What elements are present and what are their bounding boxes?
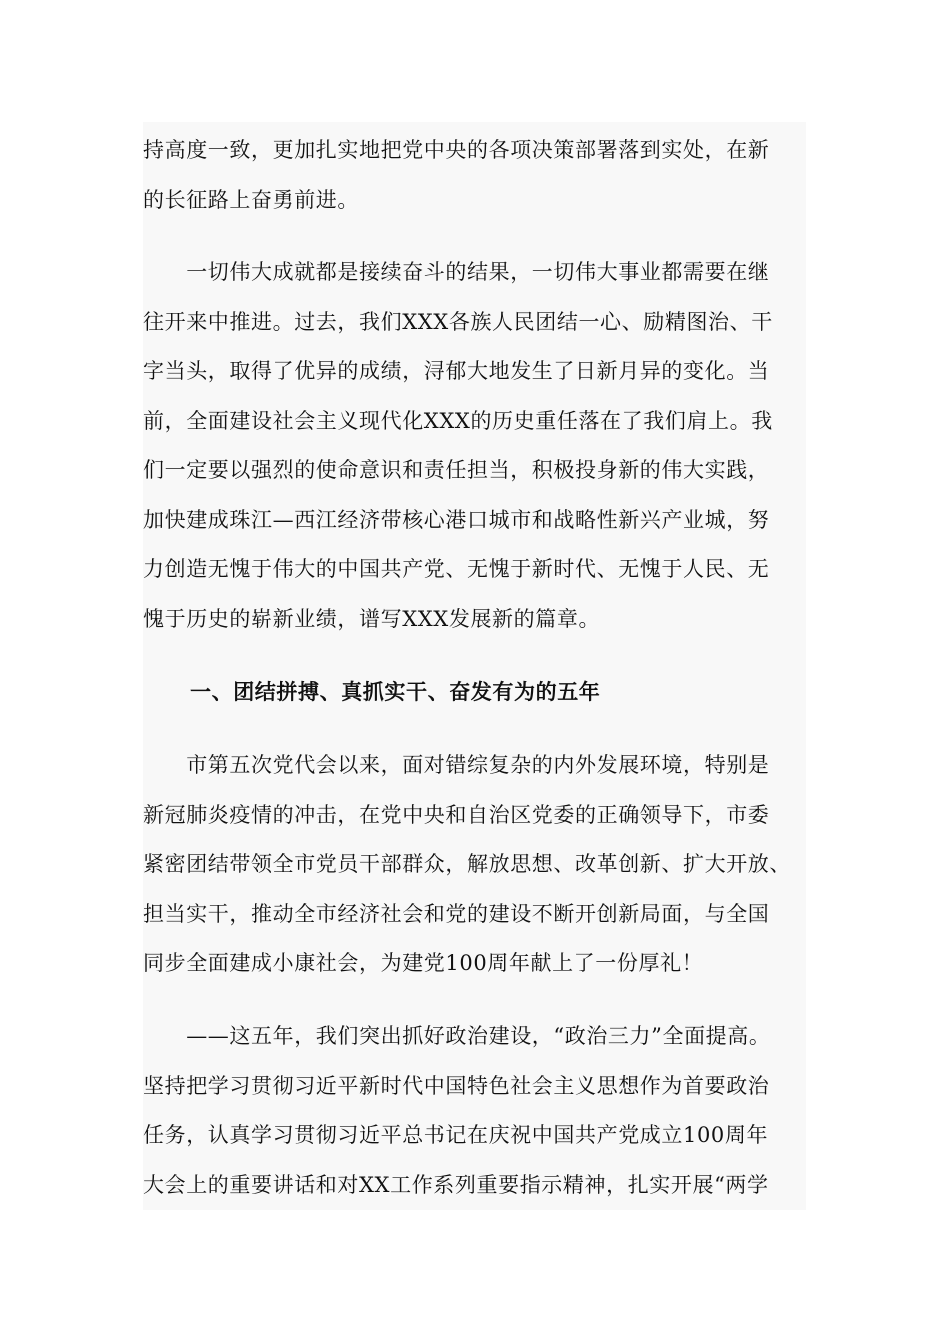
text-line: 新冠肺炎疫情的冲击，在党中央和自治区党委的正确领导下，市委 (143, 802, 770, 827)
text-line: 往开来中推进。过去，我们XXX各族人民团结一心、励精图治、干 (143, 309, 773, 334)
text-line: 前，全面建设社会主义现代化XXX的历史重任落在了我们肩上。我 (143, 408, 773, 433)
text-line: 大会上的重要讲话和对XX工作系列重要指示精神，扎实开展“两学 (143, 1172, 769, 1197)
paragraph-five-years (143, 741, 806, 989)
text-line: 字当头，取得了优异的成绩，浔郁大地发生了日新月异的变化。当 (143, 359, 770, 383)
text-line: 加快建成珠江—西江经济带核心港口城市和战略性新兴产业城，努 (143, 507, 770, 532)
text-line: ——这五年，我们突出抓好政治建设，“政治三力”全面提高。 (143, 1024, 771, 1048)
text-line: 力创造无愧于伟大的中国共产党、无愧于新时代、无愧于人民、无 (143, 557, 770, 581)
paragraph-political-building (143, 1012, 806, 1210)
text-line: 的长征路上奋勇前进。 (143, 187, 359, 212)
text-line: 任务，认真学习贯彻习近平总书记在庆祝中国共产党成立100周年 (143, 1123, 769, 1147)
text-line: 担当实干，推动全市经济社会和党的建设不断开创新局面，与全国 (143, 901, 770, 926)
text-line: 市第五次党代会以来，面对错综复杂的内外发展环境，特别是 (143, 753, 770, 777)
text-line: 持高度一致，更加扎实地把党中央的各项决策部署落到实处，在新 (143, 138, 770, 162)
text-line: 愧于历史的崭新业绩，谱写XXX发展新的篇章。 (143, 606, 601, 631)
text-line: 坚持把学习贯彻习近平新时代中国特色社会主义思想作为首要政治 (143, 1073, 770, 1098)
paragraph-continuation (143, 126, 806, 225)
section-heading: 一、团结拼搏、真抓实干、奋发有为的五年 (190, 679, 601, 704)
text-line: 紧密团结带领全市党员干部群众，解放思想、改革创新、扩大开放、 (143, 852, 791, 876)
text-line: 同步全面建成小康社会，为建党100周年献上了一份厚礼！ (143, 951, 704, 975)
paragraph-achievements (143, 248, 806, 644)
text-line: 一切伟大成就都是接续奋斗的结果，一切伟大事业都需要在继 (143, 260, 770, 284)
text-line: 们一定要以强烈的使命意识和责任担当，积极投身新的伟大实践， (143, 458, 770, 482)
